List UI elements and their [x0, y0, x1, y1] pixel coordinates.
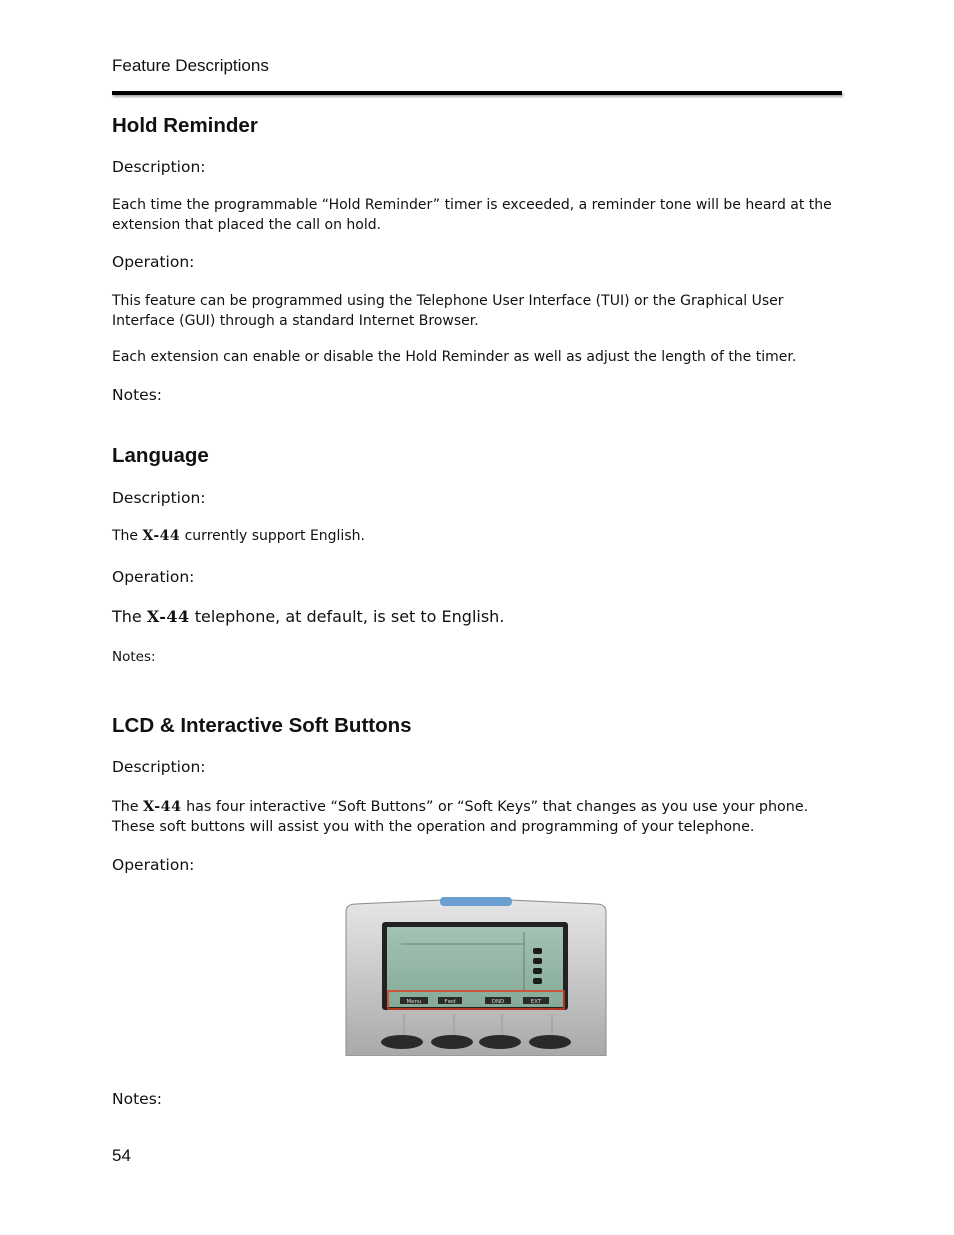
lcd-heading: LCD & Interactive Soft Buttons	[112, 714, 412, 737]
language-operation-suffix: telephone, at default, is set to English.	[194, 607, 505, 626]
header-rule	[112, 91, 842, 95]
phone-lcd-svg	[342, 896, 610, 1056]
language-operation-label: Operation:	[112, 568, 195, 586]
soft-key-label-menu: Menu	[406, 999, 422, 1005]
language-description-prefix: The	[112, 528, 139, 544]
lcd-description-text	[112, 798, 837, 837]
lcd-screen	[387, 927, 563, 1007]
soft-key-label-fwd: Fwd	[444, 999, 456, 1005]
lcd-notes-label: Notes:	[112, 1090, 162, 1108]
language-description-text	[112, 527, 842, 547]
language-notes-label: Notes:	[112, 649, 156, 665]
language-operation-text	[112, 607, 504, 626]
phone-lcd-illustration	[342, 896, 610, 1056]
hold-reminder-description-label: Description:	[112, 158, 206, 176]
language-heading: Language	[112, 444, 209, 467]
model-name: X-44	[143, 799, 182, 815]
hold-reminder-operation-text-1: This feature can be programmed using the Telephone User Interface (TUI) or the Graphical User Interface (GUI) through a standard Internet Browser.	[112, 293, 784, 329]
model-name: X-44	[146, 607, 190, 626]
running-header: Feature Descriptions	[112, 56, 269, 75]
page-number: 54	[112, 1146, 131, 1165]
language-operation-prefix: The	[112, 607, 142, 626]
soft-key-label-ext: EXT	[530, 999, 542, 1005]
lcd-description-suffix: has four interactive “Soft Buttons” or “Soft Keys” that changes as you use your phone. These soft buttons will assist you with the operation and programming of your telephone.	[112, 799, 809, 835]
lcd-operation-label: Operation:	[112, 856, 195, 874]
model-name: X-44	[142, 528, 181, 544]
lcd-description-prefix: The	[112, 799, 139, 815]
hold-reminder-operation-text-2: Each extension can enable or disable the Hold Reminder as well as adjust the length of the timer.	[112, 349, 797, 365]
hold-reminder-description-text: Each time the programmable “Hold Reminder” timer is exceeded, a reminder tone will be heard at the extension that placed the call on hold.	[112, 197, 832, 233]
language-description-suffix: currently support English.	[184, 528, 365, 544]
soft-key-label-dnd: DND	[491, 999, 505, 1005]
phone-indicator-light	[440, 897, 512, 906]
hold-reminder-operation-label: Operation:	[112, 253, 195, 271]
lcd-description-label: Description:	[112, 758, 206, 776]
hold-reminder-notes-label: Notes:	[112, 386, 162, 404]
hold-reminder-heading: Hold Reminder	[112, 114, 258, 137]
language-description-label: Description:	[112, 489, 206, 507]
